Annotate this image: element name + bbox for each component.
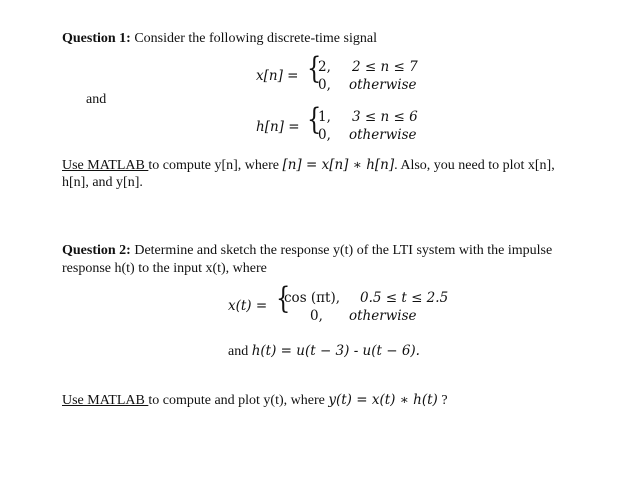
ht-and: and [228, 344, 252, 359]
question-2-label: Question 2: [62, 243, 131, 258]
question-1-intro: Consider the following discrete-time signal [134, 31, 377, 46]
q2-task-text1: to compute and plot y(t), where [148, 393, 329, 408]
use-matlab-text-q2: Use MATLAB [62, 393, 149, 408]
question-2-task [62, 391, 448, 410]
xt-case2-value: 0, [310, 308, 323, 324]
xt-lhs: x(t) = [228, 298, 268, 314]
q2-convolution-equation: y(t) = x(t) ∗ h(t) [328, 392, 438, 408]
xn-case1-condition: 2 ≤ n ≤ 7 [352, 59, 418, 75]
xt-case1-value: cos (πt), [284, 290, 341, 306]
question-1-label: Question 1: [62, 31, 131, 46]
xt-case2-condition: otherwise [349, 308, 417, 324]
question-2-heading [62, 242, 552, 260]
q1-task-text1: to compute y[n], where [148, 158, 283, 173]
xn-case2-value: 0, [318, 77, 331, 93]
xn-case2-condition: otherwise [349, 77, 417, 93]
q1-convolution-equation: [n] = x[n] ∗ h[n] [282, 157, 395, 173]
q1-task-text2: . Also, you need to plot x[n], [394, 158, 555, 173]
question-1-task [62, 156, 555, 175]
question-2-line2: response h(t) to the input x(t), where [62, 261, 267, 276]
question-1-task-line2: h[n], and y[n]. [62, 175, 143, 190]
hn-case2-value: 0, [318, 127, 331, 143]
xn-case1-value: 2, [318, 59, 331, 75]
hn-lhs: h[n] = [256, 119, 300, 135]
ht-equation: h(t) = u(t − 3) - u(t − 6). [251, 343, 420, 359]
xn-lhs: x[n] = [256, 68, 299, 84]
xn-brace: { [307, 51, 322, 86]
hn-case1-value: 1, [318, 109, 331, 125]
hn-case2-condition: otherwise [349, 127, 417, 143]
and-text: and [86, 92, 107, 107]
question-2-line1: Determine and sketch the response y(t) of the LTI system with the impulse [134, 243, 553, 258]
use-matlab-text-q1: Use MATLAB [62, 158, 149, 173]
q2-task-text2: ? [437, 393, 448, 408]
hn-brace: { [307, 102, 322, 137]
hn-case1-condition: 3 ≤ n ≤ 6 [352, 109, 418, 125]
xt-case1-condition: 0.5 ≤ t ≤ 2.5 [360, 290, 449, 306]
question-1-heading [62, 30, 377, 48]
ht-definition [228, 342, 420, 361]
xt-brace: { [276, 281, 291, 316]
